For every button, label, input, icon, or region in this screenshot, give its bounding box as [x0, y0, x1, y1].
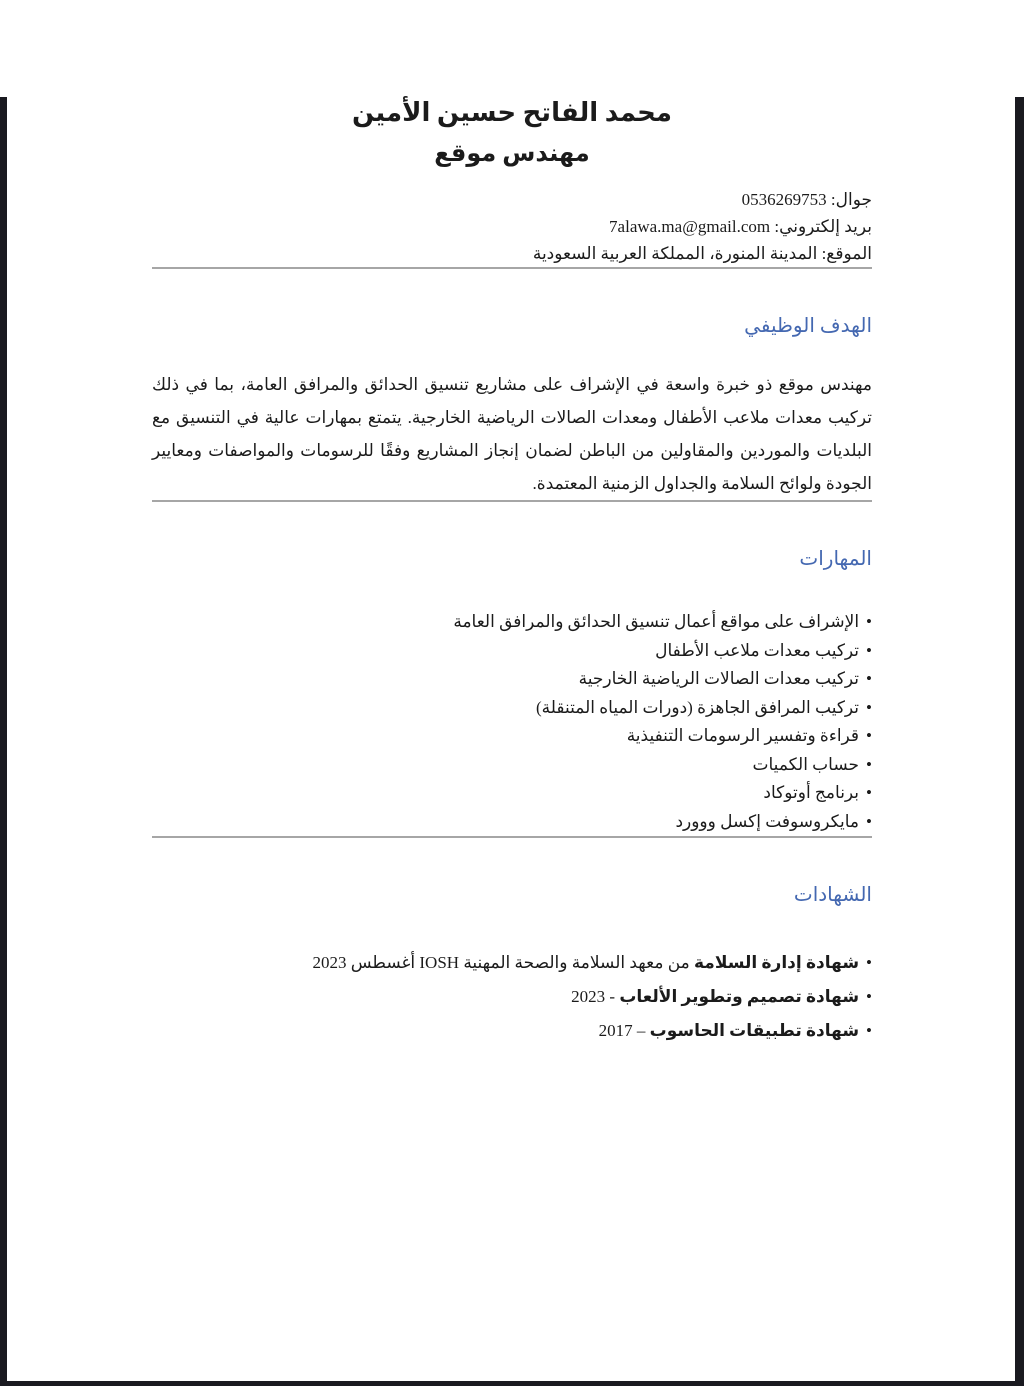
skill-item	[152, 779, 872, 808]
skill-item	[152, 665, 872, 694]
skill-item	[152, 608, 872, 637]
certificate-detail: – 2017	[598, 1021, 650, 1040]
skill-text: قراءة وتفسير الرسومات التنفيذية	[626, 726, 860, 745]
skill-item	[152, 637, 872, 666]
contact-block	[152, 186, 872, 267]
skills-list	[152, 608, 872, 836]
location-line	[152, 240, 872, 267]
skill-text: حساب الكميات	[752, 754, 860, 774]
email-label: بريد إلكتروني:	[774, 217, 872, 236]
certificate-title: شهادة تصميم وتطوير الألعاب	[619, 987, 860, 1006]
bullet-glyph: •	[866, 697, 872, 717]
section-divider	[152, 267, 872, 269]
certificates-heading: الشهادات	[793, 884, 872, 906]
certificate-detail: من معهد السلامة والصحة المهنية IOSH أغسطس 2023	[312, 953, 694, 972]
skill-text: مايكروسوفت إكسل ووورد	[675, 811, 860, 831]
certificates-list	[152, 946, 872, 1048]
skill-item	[152, 694, 872, 723]
page-edge-right	[1015, 97, 1024, 1386]
certificate-item	[152, 946, 872, 980]
skill-text: تركيب معدات ملاعب الأطفال	[655, 640, 860, 660]
section-divider	[152, 836, 872, 838]
bullet-glyph: •	[866, 612, 872, 631]
certificate-item	[152, 1014, 872, 1048]
bullet-glyph: •	[866, 783, 872, 802]
certificate-detail: - 2023	[571, 987, 620, 1006]
resume-document	[0, 97, 1024, 1048]
certificate-title: شهادة إدارة السلامة	[694, 953, 860, 972]
bullet-glyph: •	[866, 953, 872, 972]
skill-text: برنامج أوتوكاد	[763, 783, 860, 802]
skill-text: تركيب المرافق الجاهزة (دورات المياه المتنقلة)	[536, 697, 860, 717]
page-edge-bottom	[0, 1381, 1024, 1386]
section-divider	[152, 500, 872, 502]
skill-item	[152, 751, 872, 780]
bullet-glyph: •	[866, 640, 872, 660]
skill-text: الإشراف على مواقع أعمال تنسيق الحدائق والمرافق العامة	[453, 612, 860, 631]
job-title: مهندس موقع	[434, 141, 590, 167]
bullet-glyph: •	[866, 726, 872, 745]
location-value: المدينة المنورة، المملكة العربية السعودية	[532, 244, 818, 263]
email-value: 7alawa.ma@gmail.com	[609, 217, 771, 236]
bullet-glyph: •	[866, 669, 872, 688]
bullet-glyph: •	[866, 754, 872, 774]
bullet-glyph: •	[866, 811, 872, 831]
phone-line	[152, 186, 872, 213]
email-line	[152, 213, 872, 240]
skill-item	[152, 808, 872, 837]
skill-item	[152, 722, 872, 751]
skill-text: تركيب معدات الصالات الرياضية الخارجية	[578, 669, 860, 688]
bullet-glyph: •	[866, 1021, 872, 1040]
certificate-item	[152, 980, 872, 1014]
bullet-glyph: •	[866, 987, 872, 1006]
phone-value: 0536269753	[741, 190, 827, 209]
skills-heading: المهارات	[799, 548, 872, 570]
certificate-title: شهادة تطبيقات الحاسوب	[649, 1021, 860, 1040]
objective-heading: الهدف الوظيفي	[744, 315, 872, 337]
location-label: الموقع:	[821, 244, 872, 263]
phone-label: جوال:	[830, 190, 872, 209]
candidate-name: محمد الفاتح حسين الأمين	[351, 98, 673, 127]
page-edge-left	[0, 97, 7, 1386]
objective-text: مهندس موقع ذو خبرة واسعة في الإشراف على مشاريع تنسيق الحدائق والمرافق العامة، بما في ذلك تركيب معدات ملاعب الأطفال ومعدات الصالات الرياضية الخارجية. يتمتع بمهارات عالية في التنسيق مع البلديات والموردين والمقاولين من الباطن لضمان إنجاز المشاريع وفقًا للرسومات والمواصفات ومعايير الجودة ولوائح السلامة والجداول الزمنية المعتمدة.	[152, 375, 872, 493]
